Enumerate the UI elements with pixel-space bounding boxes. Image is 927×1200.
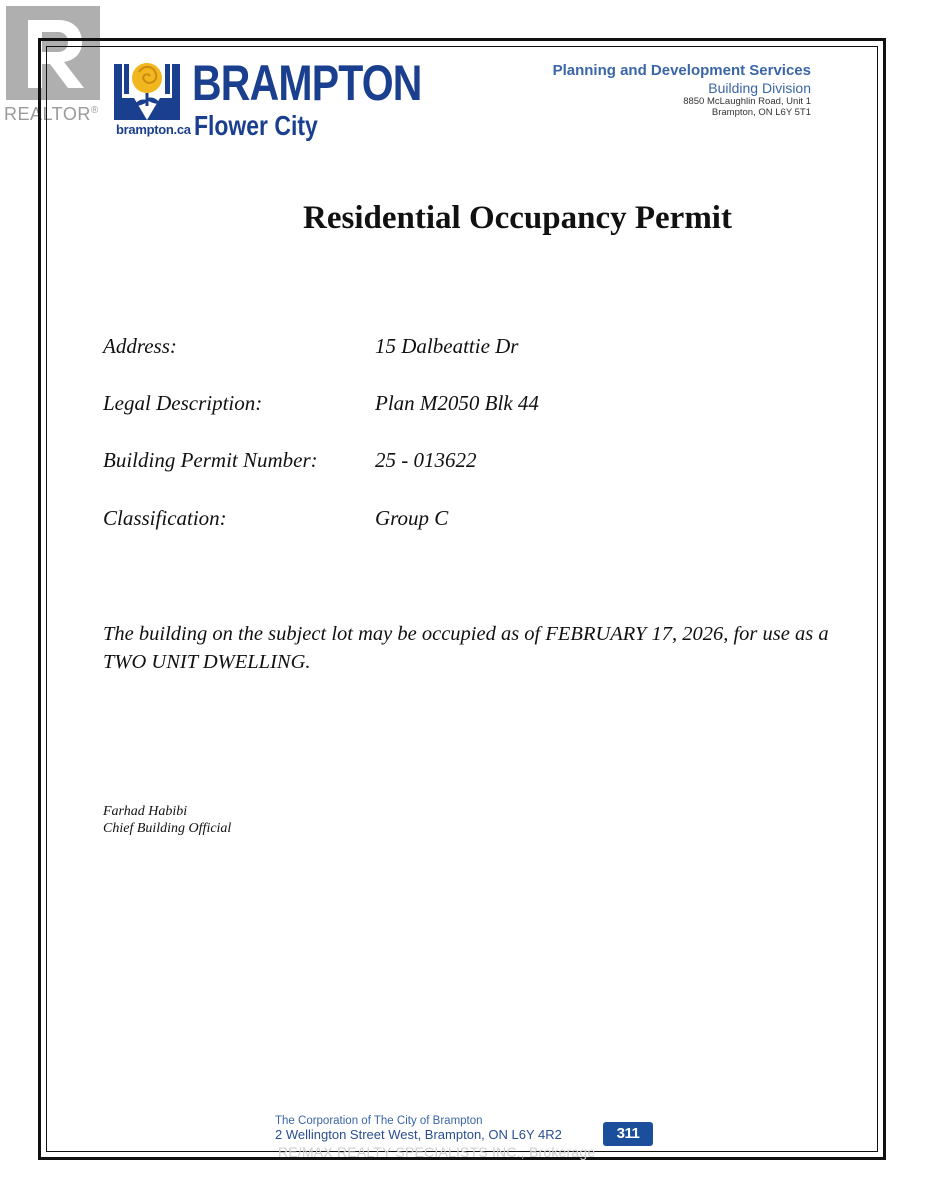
department-address-line2: Brampton, ON L6Y 5T1 bbox=[711, 107, 811, 118]
footer-street: 2 Wellington Street West, Brampton, ON L6Y 4R2 bbox=[275, 1127, 562, 1142]
flower-logo-icon bbox=[114, 58, 180, 120]
address-label: Address: bbox=[103, 334, 177, 358]
legal-description-value: Plan M2050 Blk 44 bbox=[375, 391, 539, 415]
department-header bbox=[553, 62, 811, 118]
classification-value: Group C bbox=[375, 506, 449, 530]
building-permit-number-value: 25 - 013622 bbox=[375, 448, 477, 472]
division-name: Building Division bbox=[708, 80, 811, 96]
logo-tagline: Flower City bbox=[194, 110, 318, 141]
legal-description-label: Legal Description: bbox=[103, 391, 263, 415]
signer-title: Chief Building Official bbox=[103, 821, 232, 836]
address-value: 15 Dalbeattie Dr bbox=[375, 334, 519, 358]
footer-corporation: The Corporation of The City of Brampton bbox=[275, 1115, 483, 1127]
department-name: Planning and Development Services bbox=[552, 62, 811, 79]
signer-name: Farhad Habibi bbox=[103, 804, 188, 819]
classification-label: Classification: bbox=[103, 506, 227, 530]
logo-city-name: BRAMPTON bbox=[192, 55, 422, 111]
document-title: Residential Occupancy Permit bbox=[303, 200, 732, 236]
occupancy-statement: The building on the subject lot may be occupied as of FEBRUARY 17, 2026, for use as a TWO UNIT DWELLING. bbox=[103, 623, 829, 673]
department-address-line1: 8850 McLaughlin Road, Unit 1 bbox=[683, 96, 811, 107]
building-permit-number-label: Building Permit Number: bbox=[103, 448, 318, 472]
signature-block bbox=[103, 803, 231, 837]
logo-website: brampton.ca bbox=[116, 122, 191, 137]
footer-address bbox=[275, 1115, 562, 1142]
311-badge: 311 bbox=[603, 1122, 653, 1146]
realtor-label: REALTOR® bbox=[4, 104, 99, 124]
brokerage-watermark: RE/MAX REALTY SPECIALISTS INC., Brokerage bbox=[278, 1144, 596, 1160]
brampton-logo bbox=[114, 55, 422, 148]
